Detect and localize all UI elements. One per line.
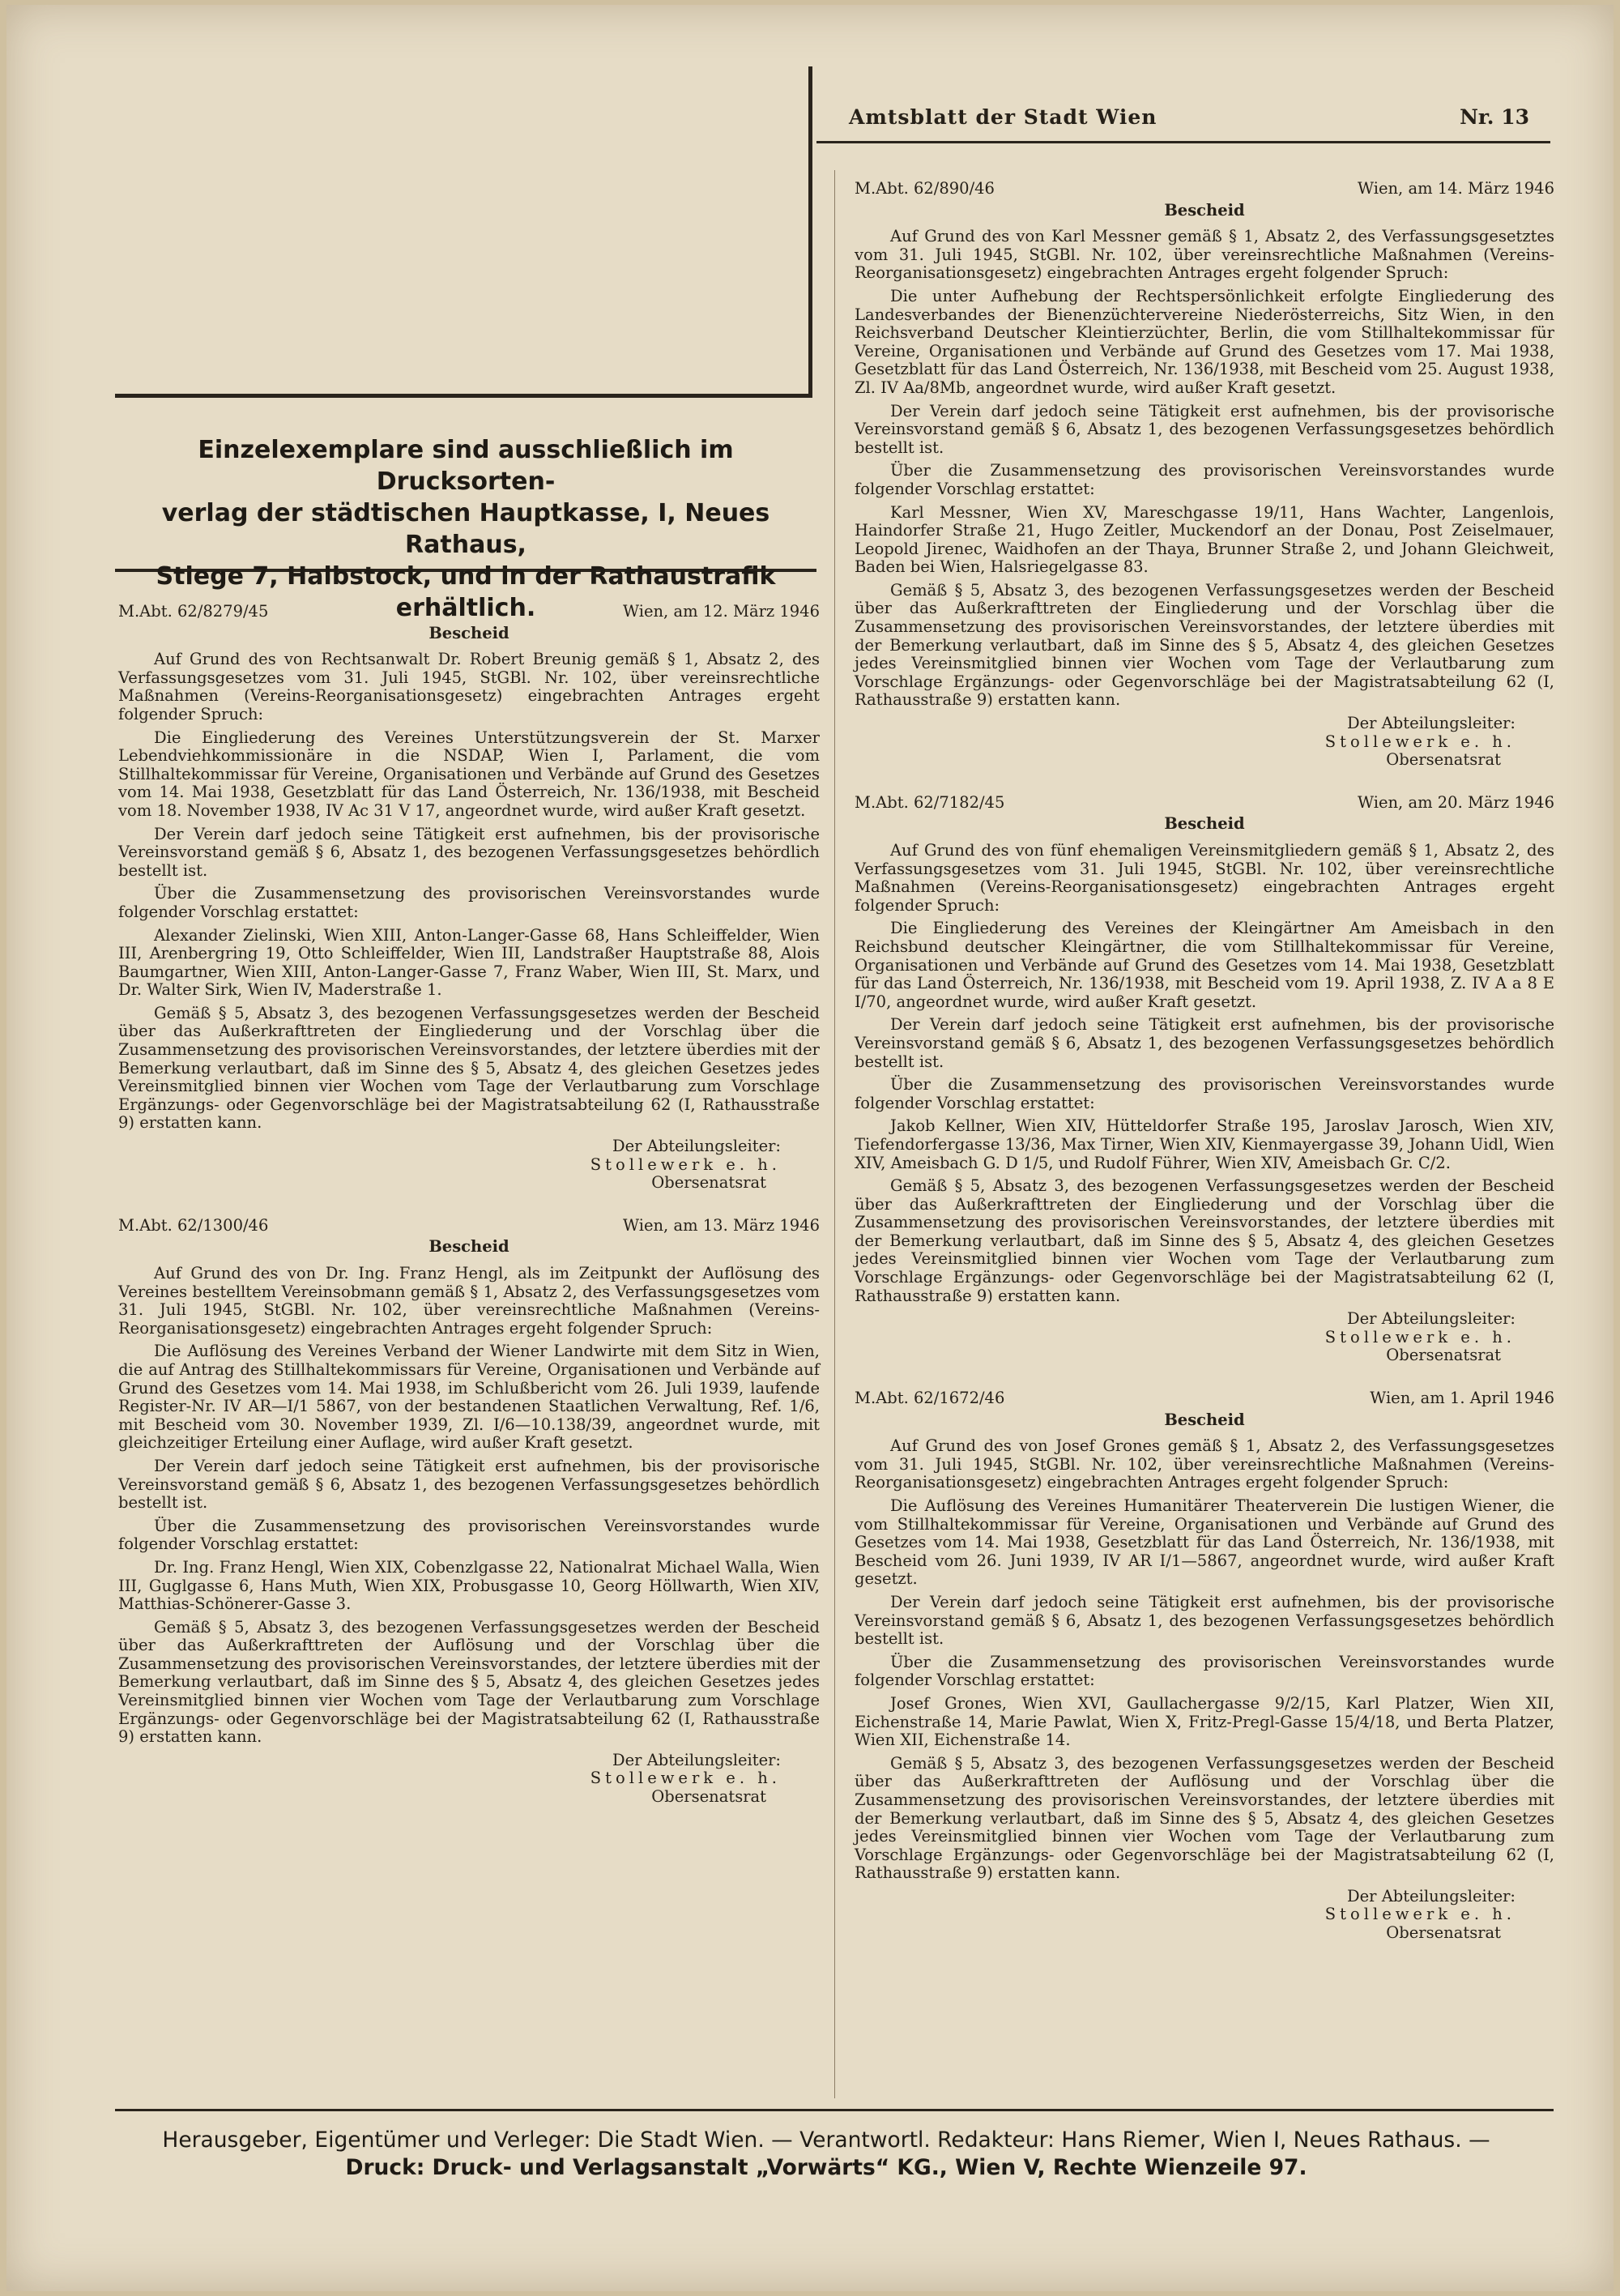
- paragraph: Über die Zusammensetzung des provisorischen Vereinsvorstandes wurde folgender Vorschlag erstattet:: [855, 1652, 1554, 1690]
- paragraph: Gemäß § 5, Absatz 3, des bezogenen Verfassungsgesetzes werden der Bescheid über das Außerkrafttreten der Eingliederung und der Vorschlag über die Zusammensetzung des provisorischen Vereinsvorstandes, der letztere überdies mit der Bemerkung verlautbart, daß im Sinne des § 5, Absatz 4, des gleichen Gesetzes jedes Vereinsmitglied binnen vier Wochen vom Tage der Verlautbarung zum Vorschlage Ergänzungs- oder Gegenvorschläge bei der Magistratsabteilung 62 (I, Rathausstraße 9) erstatten kann.: [855, 1176, 1554, 1305]
- reference-number: M.Abt. 62/8279/45: [118, 602, 269, 621]
- paragraph: Die unter Aufhebung der Rechtspersönlichkeit erfolgte Eingliederung des Landesverbandes der Bienenzüchtervereine Niederösterreichs, Sitz Wien, in den Reichsverband Deutscher Kleintierzüchter, Berlin, die vom Stillhaltekommissar für Vereine, Organisationen und Verbände auf Grund des Gesetzes vom 17. Mai 1938, Gesetzblatt für das Land Österreich, Nr. 136/1938, mit Bescheid vom 25. August 1938, Zl. IV Aa/8Mb, angeordnet wurde, wird außer Kraft gesetzt.: [855, 286, 1554, 397]
- signature-block: [118, 1137, 820, 1193]
- imprint-line: Herausgeber, Eigentümer und Verleger: Die Stadt Wien. — Verantwortl. Redakteur: Hans Riemer, Wien I, Neues Rathaus. —: [162, 2127, 1490, 2153]
- paragraph: Gemäß § 5, Absatz 3, des bezogenen Verfassungsgesetzes werden der Bescheid über das Außerkrafttreten der Auflösung und der Vorschlag über die Zusammensetzung des provisorischen Vereinsvorstandes, der letztere überdies mit der Bemerkung verlautbart, daß im Sinne des § 5, Absatz 4, des gleichen Gesetzes jedes Vereinsmitglied binnen vier Wochen vom Tage der Verlautbarung zum Vorschlage Ergänzungs- oder Gegenvorschläge bei der Magistratsabteilung 62 (I, Rathausstraße 9) erstatten kann.: [855, 1753, 1554, 1883]
- paragraph: Gemäß § 5, Absatz 3, des bezogenen Verfassungsgesetzes werden der Bescheid über das Außerkrafttreten der Auflösung und der Vorschlag über die Zusammensetzung des provisorischen Vereinsvorstandes, der letztere überdies mit der Bemerkung verlautbart, daß im Sinne des § 5, Absatz 4, des gleichen Gesetzes jedes Vereinsmitglied binnen vier Wochen vom Tage der Verlautbarung zum Vorschlage Ergänzungs- oder Gegenvorschläge bei der Magistratsabteilung 62 (I, Rathausstraße 9) erstatten kann.: [118, 1617, 820, 1747]
- reference-number: M.Abt. 62/7182/45: [855, 792, 1005, 812]
- signature-rank: Obersenatsrat: [1386, 750, 1501, 770]
- decision-date: Wien, am 1. April 1946: [1370, 1389, 1554, 1408]
- decision-heading: Bescheid: [1164, 1410, 1245, 1429]
- imprint: [113, 2127, 1539, 2182]
- footer-rule: [115, 2109, 1554, 2111]
- right-column: [855, 180, 1554, 1943]
- signature-title: Der Abteilungsleiter:: [612, 1137, 781, 1156]
- paragraph: Der Verein darf jedoch seine Tätigkeit erst aufnehmen, bis der provisorische Vereinsvorstand gemäß § 6, Absatz 1, des bezogenen Verfassungsgesetzes behördlich bestellt ist.: [855, 1015, 1554, 1071]
- paragraph: Gemäß § 5, Absatz 3, des bezogenen Verfassungsgesetzes werden der Bescheid über das Außerkrafttreten der Eingliederung und der Vorschlag über die Zusammensetzung des provisorischen Vereinsvorstandes, der letztere überdies mit der Bemerkung verlautbart, daß im Sinne des § 5, Absatz 4, des gleichen Gesetzes jedes Vereinsmitglied binnen vier Wochen vom Tage der Verlautbarung zum Vorschlage Ergänzungs- oder Gegenvorschläge bei der Magistratsabteilung 62 (I, Rathausstraße 9) erstatten kann.: [855, 580, 1554, 710]
- paragraph: Gemäß § 5, Absatz 3, des bezogenen Verfassungsgesetzes werden der Bescheid über das Außerkrafttreten der Eingliederung und der Vorschlag über die Zusammensetzung des provisorischen Vereinsvorstandes, der letztere überdies mit der Bemerkung verlautbart, daß im Sinne des § 5, Absatz 4, des gleichen Gesetzes jedes Vereinsmitglied binnen vier Wochen vom Tage der Verlautbarung zum Vorschlage Ergänzungs- oder Gegenvorschläge bei der Magistratsabteilung 62 (I, Rathausstraße 9) erstatten kann.: [118, 1003, 820, 1133]
- paragraph: Die Auflösung des Vereines Verband der Wiener Landwirte mit dem Sitz in Wien, die auf Antrag des Stillhaltekommissars für Vereine, Organisationen und Verbände auf Grund des Gesetzes vom 14. Mai 1938, im Schlußbericht vom 26. Juli 1939, laufende Register-Nr. IV AR—I/1 5867, von der bestandenen Staatlichen Verwaltung, Ref. 1/6, mit Bescheid vom 30. November 1939, Zl. I/6—10.138/39, angeordnet wurde, mit gleichzeitiger Erteilung einer Auflage, wird außer Kraft gesetzt.: [118, 1342, 820, 1453]
- paragraph: Auf Grund des von Karl Messner gemäß § 1, Absatz 2, des Verfassungsgesetztes vom 31. Juli 1945, StGBl. Nr. 102, über vereinsrechtliche Maßnahmen (Vereins-Reorganisationsgesetz) eingebrachten Antrages ergeht folgender Spruch:: [855, 227, 1554, 283]
- signature-rank: Obersenatsrat: [651, 1787, 766, 1807]
- signature-title: Der Abteilungsleiter:: [1347, 1309, 1516, 1329]
- frame-vertical-rule: [808, 66, 812, 397]
- decision-heading: Bescheid: [1164, 200, 1245, 220]
- paragraph: Dr. Ing. Franz Hengl, Wien XIX, Cobenzlgasse 22, Nationalrat Michael Walla, Wien III, Guglgasse 6, Hans Muth, Wien XIX, Probusgasse 10, Georg Höllwarth, Wien XIV, Matthias-Schönerer-Gasse 3.: [118, 1557, 820, 1614]
- decision: [855, 794, 1554, 1365]
- paragraph: Auf Grund des von Josef Grones gemäß § 1, Absatz 2, des Verfassungsgesetzes vom 31. Juli 1945, StGBl. Nr. 102, über vereinsrechtliche Maßnahmen (Vereins-Reorganisationsgesetz) eingebrachten Antrages ergeht folgender Spruch:: [855, 1436, 1554, 1492]
- signature-rank: Obersenatsrat: [1386, 1346, 1501, 1365]
- imprint-line: Druck: Druck- und Verlagsanstalt „Vorwärts“ KG., Wien V, Rechte Wienzeile 97.: [345, 2155, 1307, 2180]
- signature-title: Der Abteilungsleiter:: [1347, 714, 1516, 733]
- distribution-notice: [122, 434, 810, 624]
- notice-line: Stiege 7, Halbstock, und in der Rathaustrafik erhältlich.: [156, 562, 776, 622]
- reference-number: M.Abt. 62/1672/46: [855, 1389, 1005, 1408]
- decision: [118, 1217, 820, 1807]
- signature-name: Stollewerk e. h.: [1324, 732, 1516, 751]
- signature-block: [855, 1310, 1554, 1365]
- frame-horizontal-rule: [115, 394, 812, 398]
- paragraph: Der Verein darf jedoch seine Tätigkeit erst aufnehmen, bis der provisorische Vereinsvorstand gemäß § 6, Absatz 1, des bezogenen Verfassungsgesetzes behördlich bestellt ist.: [855, 1592, 1554, 1649]
- decision: [855, 1389, 1554, 1943]
- paragraph: Über die Zusammensetzung des provisorischen Vereinsvorstandes wurde folgender Vorschlag erstattet:: [118, 1516, 820, 1554]
- paragraph: Jakob Kellner, Wien XIV, Hütteldorfer Straße 195, Jaroslav Jarosch, Wien XIV, Tiefendorfergasse 13/36, Max Tirner, Wien XIV, Kienmayergasse 39, Johann Uidl, Wien XIV, Ameisbach G. D 1/5, und Rudolf Führer, Wien XIV, Ameisbach Gr. C/2.: [855, 1116, 1554, 1172]
- signature-name: Stollewerk e. h.: [590, 1769, 781, 1788]
- paragraph: Josef Grones, Wien XVI, Gaullachergasse 9/2/15, Karl Platzer, Wien XII, Eichenstraße 14, Marie Pawlat, Wien X, Fritz-Pregl-Gasse 15/4/18, und Berta Platzer, Wien XII, Eichenstraße 14.: [855, 1693, 1554, 1750]
- signature-block: [855, 1888, 1554, 1943]
- paragraph: Der Verein darf jedoch seine Tätigkeit erst aufnehmen, bis der provisorische Vereinsvorstand gemäß § 6, Absatz 1, des bezogenen Verfassungsgesetzes behördlich bestellt ist.: [118, 1456, 820, 1513]
- notice-line: Einzelexemplare sind ausschließlich im Drucksorten-: [198, 436, 734, 496]
- issue-number: Nr. 13: [1460, 105, 1529, 129]
- paragraph: Der Verein darf jedoch seine Tätigkeit erst aufnehmen, bis der provisorische Vereinsvorstand gemäß § 6, Absatz 1, des bezogenen Verfassungsgesetzes behördlich bestellt ist.: [855, 401, 1554, 457]
- paragraph: Die Auflösung des Vereines Humanitärer Theaterverein Die lustigen Wiener, die vom Stillhaltekommissar für Vereine, Organisationen und Verbände auf Grund des Gesetzes vom 14. Mai 1938, Gesetzblatt für das Land Österreich, Nr. 136/1938, mit Bescheid vom 26. Juni 1939, IV AR I/1—5867, angeordnet wurde, wird außer Kraft gesetzt.: [855, 1496, 1554, 1589]
- running-header: [849, 105, 1529, 138]
- decision-heading: Bescheid: [428, 623, 509, 642]
- decision-heading: Bescheid: [428, 1237, 509, 1257]
- paragraph: Alexander Zielinski, Wien XIII, Anton-Langer-Gasse 68, Hans Schleiffelder, Wien III, Arenbergring 19, Otto Schleiffelder, Wien III, Landstraßer Hauptstraße 88, Alois Baumgartner, Wien XIII, Anton-Langer-Gasse 7, Franz Waber, Wien III, St. Marx, und Dr. Walter Sirk, Wien IV, Maderstraße 1.: [118, 925, 820, 1000]
- notice-line: verlag der städtischen Hauptkasse, I, Neues Rathaus,: [161, 499, 770, 559]
- reference-number: M.Abt. 62/890/46: [855, 179, 995, 198]
- signature-block: [118, 1752, 820, 1807]
- decision-date: Wien, am 12. März 1946: [623, 602, 820, 621]
- decision: [855, 180, 1554, 770]
- signature-title: Der Abteilungsleiter:: [612, 1750, 781, 1769]
- signature-name: Stollewerk e. h.: [1324, 1327, 1516, 1346]
- decision-date: Wien, am 20. März 1946: [1358, 792, 1554, 812]
- column-separator: [834, 170, 835, 2098]
- signature-title: Der Abteilungsleiter:: [1347, 1886, 1516, 1906]
- signature-name: Stollewerk e. h.: [1324, 1905, 1516, 1924]
- paragraph: Die Eingliederung des Vereines der Kleingärtner Am Ameisbach in den Reichsbund deutscher Kleingärtner, die vom Stillhaltekommissar für Vereine, Organisationen und Verbände auf Grund des Gesetzes vom 14. Mai 1938, Gesetzblatt für das Land Österreich, Nr. 136/1938, mit Bescheid vom 19. April 1938, Z. IV A a 8 E I/70, angeordnet wurde, wird außer Kraft gesetzt.: [855, 919, 1554, 1011]
- paragraph: Auf Grund des von fünf ehemaligen Vereinsmitgliedern gemäß § 1, Absatz 2, des Verfassungsgesetzes vom 31. Juli 1945, StGBl. Nr. 102, über vereinsrechtliche Maßnahmen (Vereins-Reorganisationsgesetz) eingebrachten Antrages ergeht folgender Spruch:: [855, 841, 1554, 915]
- decision-heading: Bescheid: [1164, 814, 1245, 834]
- signature-block: [855, 715, 1554, 770]
- paragraph: Über die Zusammensetzung des provisorischen Vereinsvorstandes wurde folgender Vorschlag erstattet:: [118, 884, 820, 921]
- paragraph: Über die Zusammensetzung des provisorischen Vereinsvorstandes wurde folgender Vorschlag erstattet:: [855, 461, 1554, 498]
- signature-rank: Obersenatsrat: [651, 1173, 766, 1193]
- left-column: [118, 603, 820, 1807]
- paragraph: Über die Zusammensetzung des provisorischen Vereinsvorstandes wurde folgender Vorschlag erstattet:: [855, 1075, 1554, 1112]
- decision-date: Wien, am 14. März 1946: [1358, 179, 1554, 198]
- paragraph: Auf Grund des von Dr. Ing. Franz Hengl, als im Zeitpunkt der Auflösung des Vereines bestelltem Vereinsobmann gemäß § 1, Absatz 2, des Verfassungsgesetzes vom 31. Juli 1945, StGBl. Nr. 102, über vereinsrechtliche Maßnahmen (Vereins-Reorganisationsgesetz) eingebrachten Antrages ergeht folgender Spruch:: [118, 1264, 820, 1338]
- paragraph: Die Eingliederung des Vereines Unterstützungsverein der St. Marxer Lebendviehkommissionäre in die NSDAP, Wien I, Parlament, die vom Stillhaltekommissar für Vereine, Organisationen und Verbände auf Grund des Gesetzes vom 14. Mai 1938, Gesetzblatt für das Land Österreich, Nr. 136/1938, mit Bescheid vom 18. November 1938, IV Ac 31 V 17, angeordnet wurde, wird außer Kraft gesetzt.: [118, 728, 820, 820]
- signature-rank: Obersenatsrat: [1386, 1923, 1501, 1943]
- paragraph: Auf Grund des von Rechtsanwalt Dr. Robert Breunig gemäß § 1, Absatz 2, des Verfassungsgesetzes vom 31. Juli 1945, StGBl. Nr. 102, über vereinsrechtliche Maßnahmen (Vereins-Reorganisationsgesetz) eingebrachten Antrages ergeht folgender Spruch:: [118, 650, 820, 723]
- signature-name: Stollewerk e. h.: [590, 1154, 781, 1174]
- decision: [118, 603, 820, 1193]
- journal-title: Amtsblatt der Stadt Wien: [849, 105, 1157, 129]
- paragraph: Karl Messner, Wien XV, Mareschgasse 19/11, Hans Wachter, Langenlois, Haindorfer Straße 21, Hugo Zeitler, Muckendorf an der Donau, Post Zeiselmauer, Leopold Jirenec, Waidhofen an der Thaya, Brunner Straße 2, und Johann Gleichweit, Baden bei Wien, Halsriegelgasse 83.: [855, 502, 1554, 577]
- header-rule: [816, 141, 1550, 143]
- reference-number: M.Abt. 62/1300/46: [118, 1215, 269, 1235]
- paragraph: Der Verein darf jedoch seine Tätigkeit erst aufnehmen, bis der provisorische Vereinsvorstand gemäß § 6, Absatz 1, des bezogenen Verfassungsgesetzes behördlich bestellt ist.: [118, 824, 820, 880]
- decision-date: Wien, am 13. März 1946: [623, 1215, 820, 1235]
